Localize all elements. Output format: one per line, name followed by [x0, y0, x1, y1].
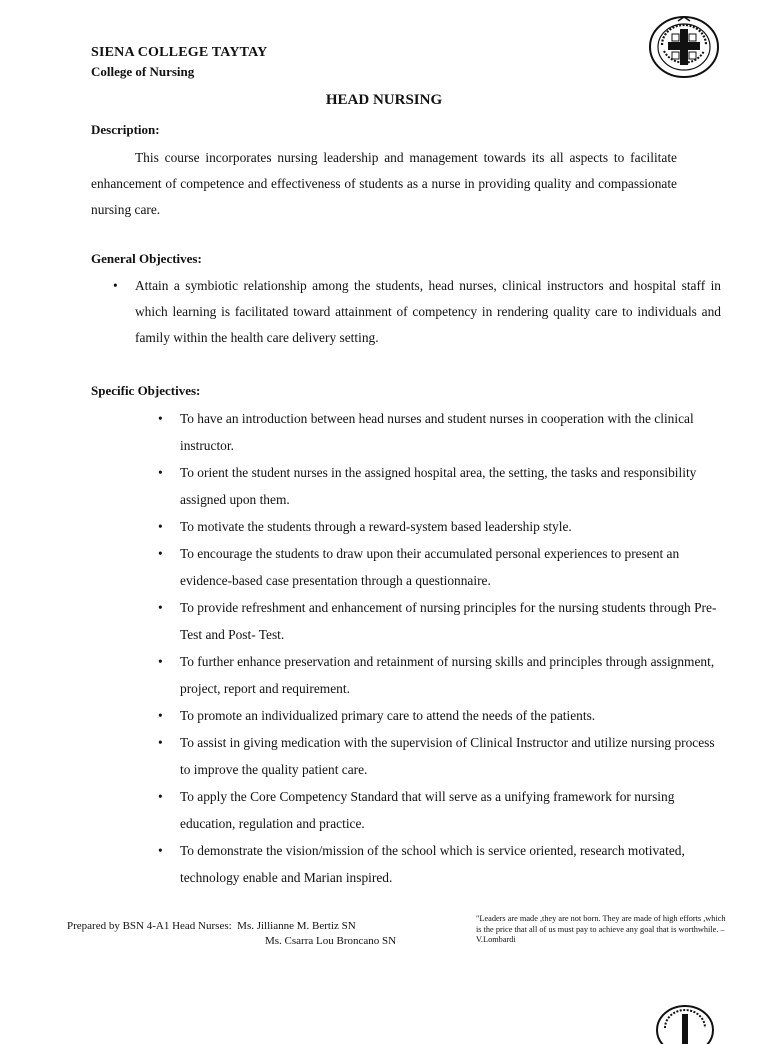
college-seal-icon	[655, 1004, 715, 1044]
list-item	[158, 513, 721, 540]
bullet-icon: •	[113, 278, 118, 293]
leadership-quote: "Leaders are made ,they are not born. They are made of high efforts ,which is the price that all of us must pay to achieve any goal that is worthwhile. –V.Lombardi	[476, 914, 726, 944]
list-item	[158, 405, 721, 459]
bullet-icon: •	[158, 735, 163, 750]
prepared-by-line-2: Ms. Csarra Lou Broncano SN	[265, 935, 397, 947]
bullet-icon: •	[158, 465, 163, 480]
list-item	[158, 783, 721, 837]
list-item-text: To demonstrate the vision/mission of the school which is service oriented, research motivated, technology enable and Marian inspired.	[180, 843, 685, 885]
bullet-icon: •	[158, 546, 163, 561]
specific-objectives-heading: Specific Objectives:	[91, 383, 201, 398]
list-item-text: Attain a symbiotic relationship among the students, head nurses, clinical instructors and hospital staff in which learning is facilitated toward attainment of competency in rendering quality care to individuals and family within the health care delivery setting.	[135, 278, 721, 345]
bullet-icon: •	[158, 519, 163, 534]
list-item-text: To assist in giving medication with the supervision of Clinical Instructor and utilize nursing process to improve the quality patient care.	[180, 735, 715, 777]
list-item-text: To have an introduction between head nurses and student nurses in cooperation with the clinical instructor.	[180, 411, 694, 453]
bullet-icon: •	[158, 654, 163, 669]
description-text: This course incorporates nursing leadership and management towards its all aspects to facilitate enhancement of competence and effectiveness of students as a nurse in providing quality and compassionate nursing care.	[91, 150, 677, 217]
list-item	[158, 648, 721, 702]
specific-objectives-list	[136, 405, 721, 891]
prepared-by	[67, 919, 396, 949]
college-name: College of Nursing	[91, 64, 195, 79]
school-name: SIENA COLLEGE TAYTAY	[91, 45, 268, 60]
general-objectives-list	[91, 273, 721, 351]
document-title: HEAD NURSING	[325, 92, 443, 108]
list-item	[158, 459, 721, 513]
list-item-text: To further enhance preservation and retainment of nursing skills and principles through assignment, project, report and requirement.	[180, 654, 715, 696]
list-item	[158, 540, 721, 594]
list-item-text: To orient the student nurses in the assigned hospital area, the setting, the tasks and responsibility assigned upon them.	[180, 465, 697, 507]
list-item-text: To apply the Core Competency Standard that will serve as a unifying framework for nursing education, regulation and practice.	[180, 789, 675, 831]
bullet-icon: •	[158, 600, 163, 615]
list-item	[158, 729, 721, 783]
list-item-text: To provide refreshment and enhancement of nursing principles for the nursing students through Pre- Test and Post- Test.	[180, 600, 717, 642]
general-objectives-heading: General Objectives:	[91, 251, 202, 266]
list-item	[158, 702, 721, 729]
college-seal-icon	[648, 15, 720, 79]
list-item	[158, 837, 721, 891]
prepared-by-line-1: Prepared by BSN 4-A1 Head Nurses: Ms. Jillianne M. Bertiz SN	[67, 920, 356, 932]
list-item-text: To promote an individualized primary care to attend the needs of the patients.	[180, 708, 596, 723]
list-item-text: To encourage the students to draw upon their accumulated personal experiences to present an evidence-based case presentation through a questionnaire.	[180, 546, 680, 588]
list-item-text: To motivate the students through a reward-system based leadership style.	[180, 519, 572, 534]
description-heading: Description:	[91, 122, 160, 137]
bullet-icon: •	[158, 843, 163, 858]
bullet-icon: •	[158, 411, 163, 426]
list-item	[113, 273, 721, 351]
bullet-icon: •	[158, 708, 163, 723]
bullet-icon: •	[158, 789, 163, 804]
list-item	[158, 594, 721, 648]
